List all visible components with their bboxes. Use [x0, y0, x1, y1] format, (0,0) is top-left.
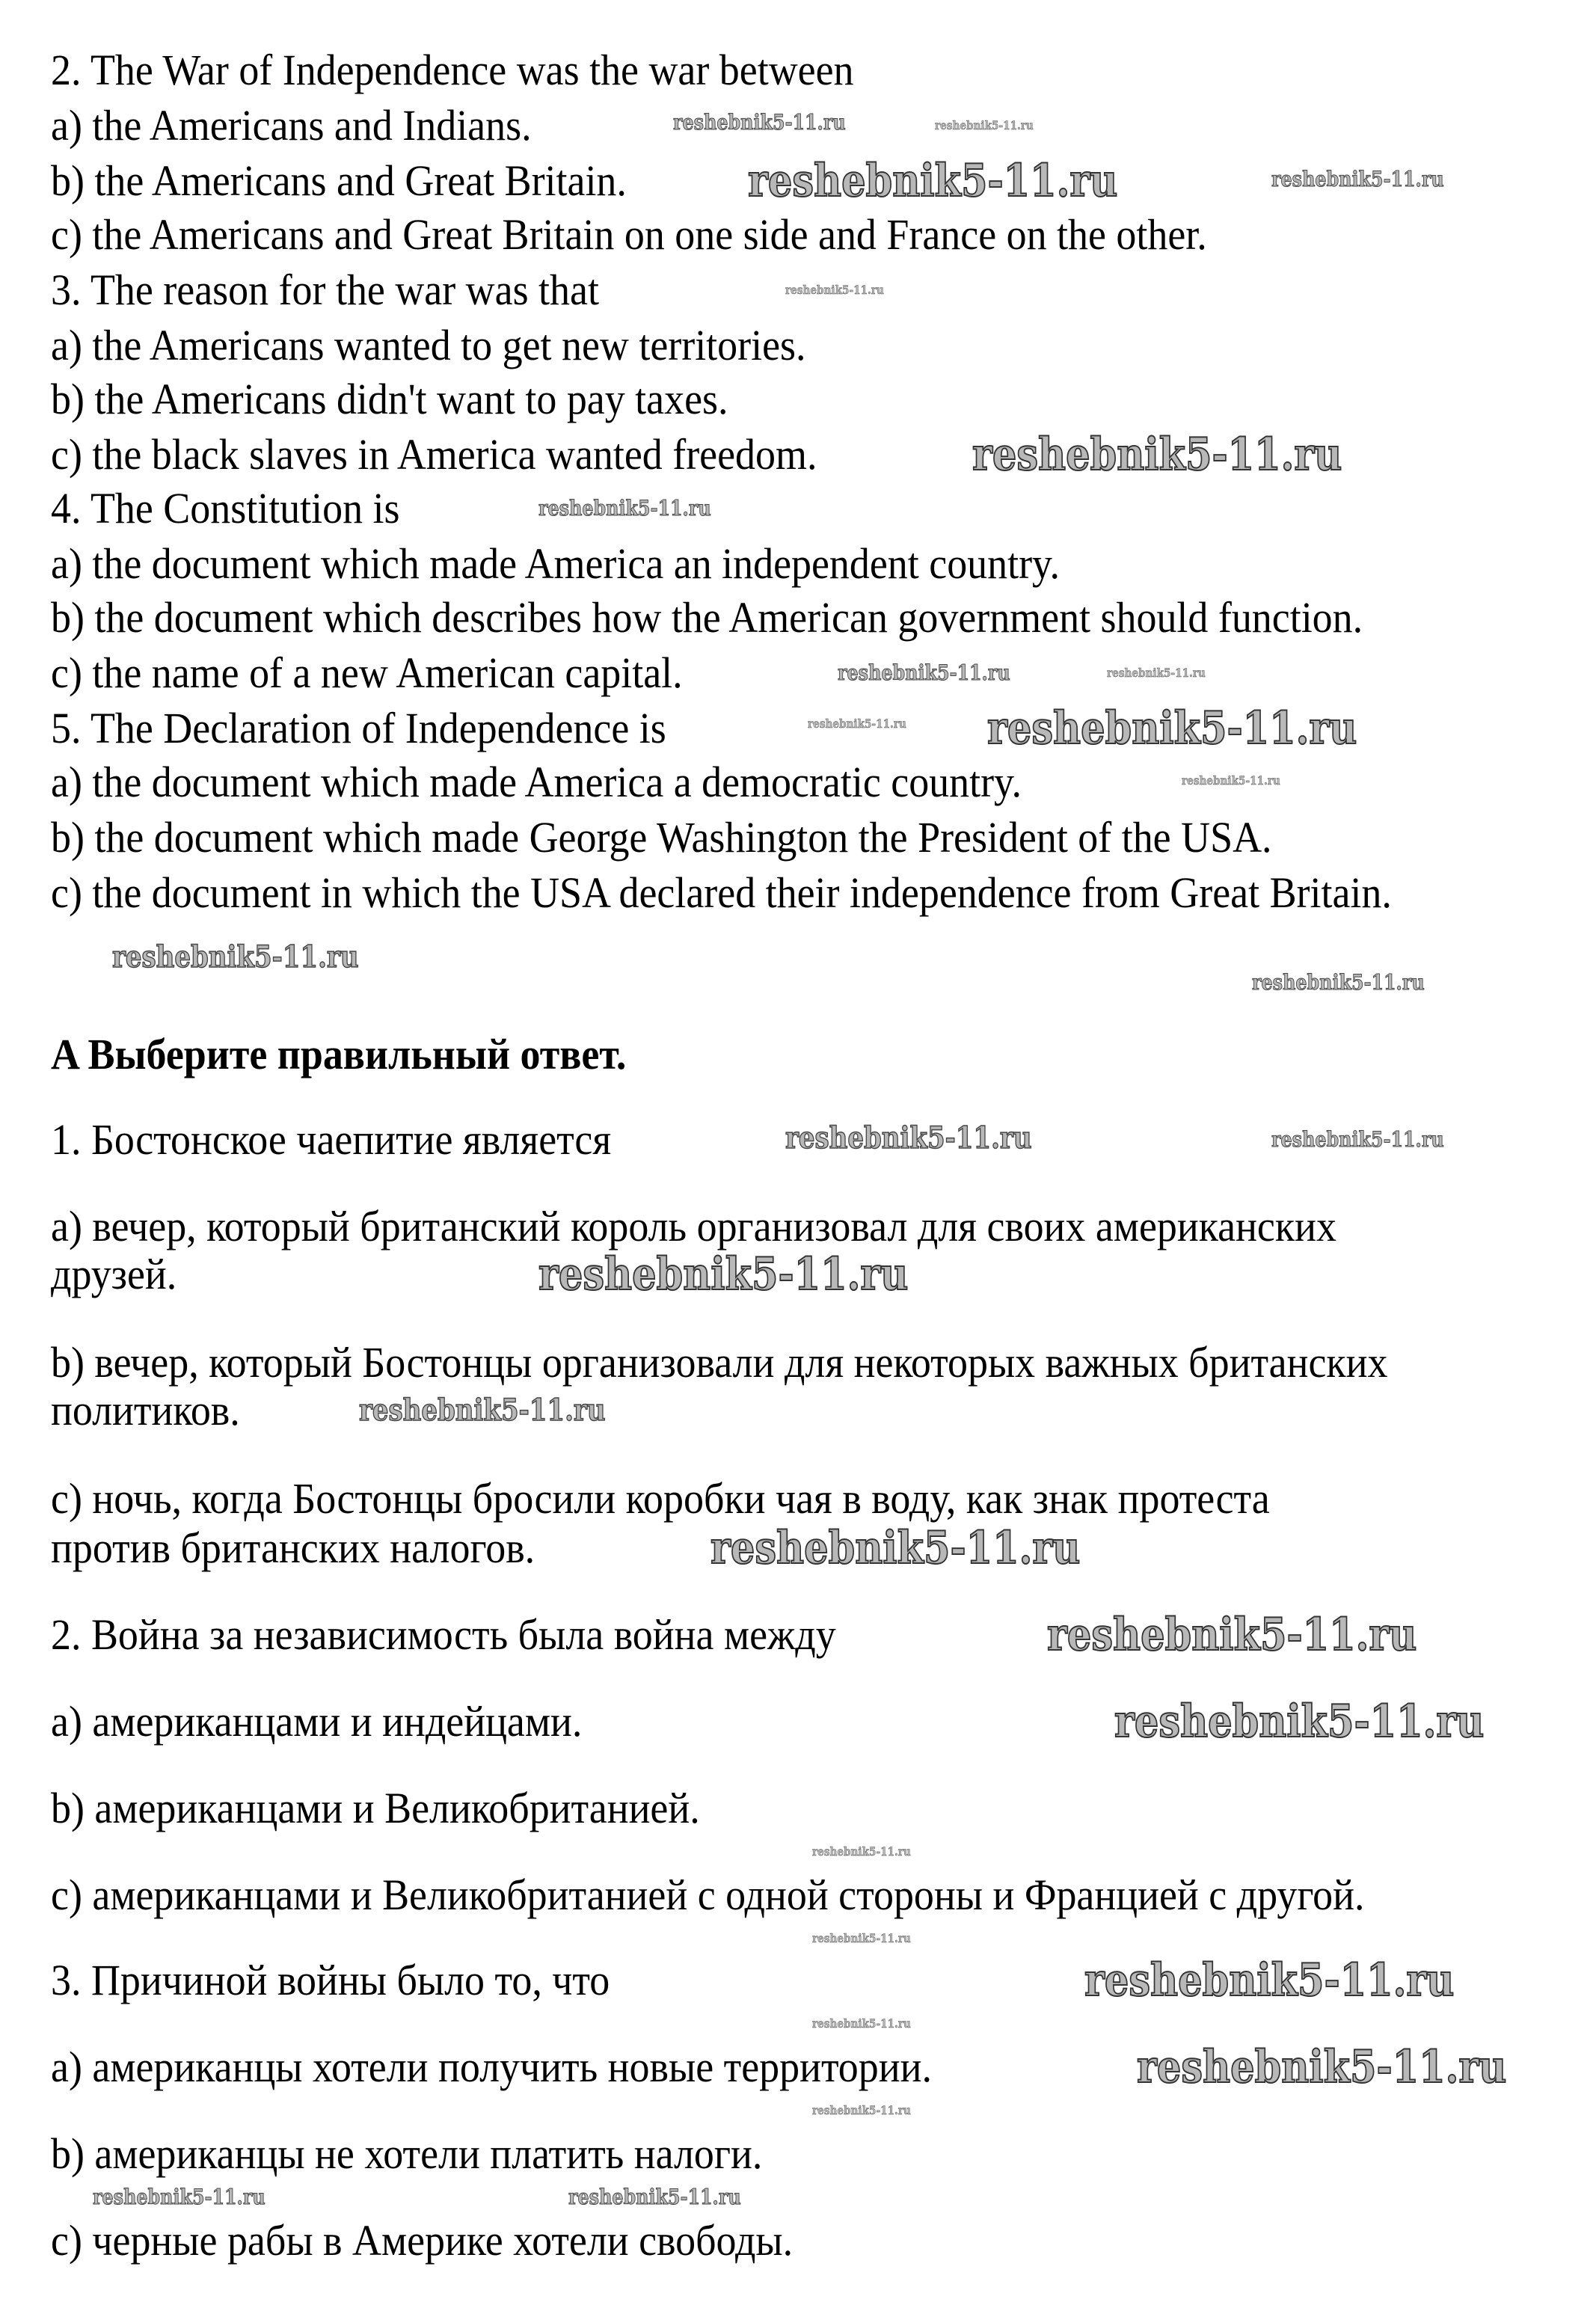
watermark: reshebnik5-11.ru	[1114, 1695, 1485, 1748]
question-2: 2. The War of Independence was the war between	[51, 46, 854, 94]
answer-2b: b) the Americans and Great Britain.	[51, 156, 627, 205]
answer-3c: c) the black slaves in America wanted freedom.	[51, 430, 817, 479]
watermark: reshebnik5-11.ru	[1182, 773, 1280, 788]
question-3: 3. The reason for the war was that	[51, 266, 599, 314]
answer-2a: a) the Americans and Indians.	[51, 101, 532, 150]
watermark: reshebnik5-11.ru	[112, 939, 359, 975]
watermark: reshebnik5-11.ru	[1271, 167, 1444, 191]
ru-question-2: 2. Война за независимость была война между	[51, 1610, 836, 1659]
watermark: reshebnik5-11.ru	[972, 429, 1342, 481]
ru-answer-2a: a) американцами и индейцами.	[51, 1697, 583, 1746]
watermark: reshebnik5-11.ru	[812, 2016, 911, 2031]
watermark: reshebnik5-11.ru	[812, 2103, 911, 2117]
watermark: reshebnik5-11.ru	[1271, 1127, 1444, 1152]
ru-answer-1c-cont: против британских налогов.	[51, 1523, 535, 1572]
watermark: reshebnik5-11.ru	[538, 496, 711, 521]
answer-4a: a) the document which made America an independent country.	[51, 539, 1061, 588]
answer-4c: c) the name of a new American capital.	[51, 648, 683, 697]
watermark: reshebnik5-11.ru	[568, 2185, 741, 2209]
ru-answer-1c: c) ночь, когда Бостонцы бросили коробки чая в воду, как знак протеста	[51, 1474, 1270, 1523]
watermark: reshebnik5-11.ru	[1107, 666, 1206, 680]
watermark: reshebnik5-11.ru	[538, 1248, 909, 1301]
section-heading: A Выберите правильный ответ.	[51, 1030, 627, 1078]
ru-answer-1b: b) вечер, который Бостонцы организовали для некоторых важных британских	[51, 1338, 1388, 1387]
watermark: reshebnik5-11.ru	[93, 2185, 266, 2209]
watermark: reshebnik5-11.ru	[838, 660, 1010, 685]
watermark: reshebnik5-11.ru	[1047, 1609, 1417, 1661]
answer-5b: b) the document which made George Washington the President of the USA.	[51, 813, 1272, 862]
ru-question-1: 1. Бостонское чаепитие является	[51, 1115, 612, 1164]
answer-5c: c) the document in which the USA declared their independence from Great Britain.	[51, 868, 1392, 917]
ru-answer-3b: b) американцы не хотели платить налоги.	[51, 2129, 763, 2178]
watermark: reshebnik5-11.ru	[1084, 1954, 1455, 2007]
answer-4b: b) the document which describes how the American government should function.	[51, 593, 1363, 642]
ru-answer-1a: a) вечер, который британский король организовал для своих американских	[51, 1202, 1336, 1250]
watermark: reshebnik5-11.ru	[785, 1120, 1032, 1156]
answer-3a: a) the Americans wanted to get new territories.	[51, 321, 806, 369]
watermark: reshebnik5-11.ru	[812, 1931, 911, 1945]
watermark: reshebnik5-11.ru	[812, 1844, 911, 1859]
question-5: 5. The Declaration of Independence is	[51, 704, 666, 752]
watermark: reshebnik5-11.ru	[1137, 2041, 1507, 2093]
ru-answer-2c: c) американцами и Великобританией с одной стороны и Францией с другой.	[51, 1871, 1365, 1919]
ru-question-3: 3. Причиной войны было то, что	[51, 1956, 610, 2004]
ru-answer-3c: c) черные рабы в Америке хотели свободы.	[51, 2216, 794, 2265]
ru-answer-1a-cont: друзей.	[51, 1250, 177, 1298]
ru-answer-2b: b) американцами и Великобританией.	[51, 1784, 700, 1832]
watermark: reshebnik5-11.ru	[808, 716, 906, 731]
answer-3b: b) the Americans didn't want to pay taxes.	[51, 375, 728, 423]
ru-answer-3a: a) американцы хотели получить новые территории.	[51, 2043, 932, 2091]
watermark: reshebnik5-11.ru	[359, 1393, 606, 1428]
answer-2c: c) the Americans and Great Britain on one side and France on the other.	[51, 210, 1207, 259]
watermark: reshebnik5-11.ru	[987, 702, 1357, 755]
question-4: 4. The Constitution is	[51, 484, 400, 533]
answer-5a: a) the document which made America a democratic country.	[51, 758, 1022, 806]
watermark: reshebnik5-11.ru	[673, 110, 846, 135]
ru-answer-1b-cont: политиков.	[51, 1386, 240, 1434]
watermark: reshebnik5-11.ru	[785, 283, 884, 297]
watermark: reshebnik5-11.ru	[935, 118, 1034, 132]
watermark: reshebnik5-11.ru	[710, 1522, 1081, 1574]
watermark: reshebnik5-11.ru	[1252, 970, 1425, 995]
watermark: reshebnik5-11.ru	[748, 155, 1118, 207]
